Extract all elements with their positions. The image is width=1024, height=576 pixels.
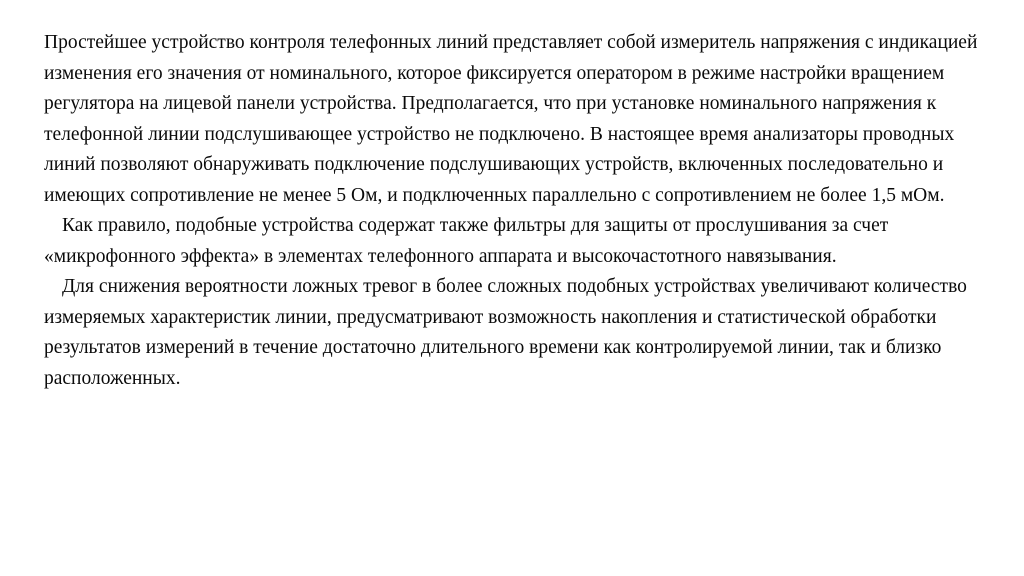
slide-body xyxy=(44,28,980,394)
paragraph-3: Для снижения вероятности ложных тревог в более сложных подобных устройствах увеличивают количество измеряемых характеристик линии, предусматривают возможность накопления и статистической обработки результатов измерений в течение достаточно длительного времени как контролируемой линии, так и близко расположенных. xyxy=(44,276,967,389)
paragraph-2: Как правило, подобные устройства содержат также фильтры для защиты от прослушивания за счет «микрофонного эффекта» в элементах телефонного аппарата и высокочастотного навязывания. xyxy=(44,215,889,267)
paragraph-1: Простейшее устройство контроля телефонных линий представляет собой измеритель напряжения с индикацией изменения его значения от номинального, которое фиксируется оператором в режиме настройки вращением регулятора на лицевой панели устройства. Предполагается, что при установке номинального напряжения к телефонной линии подслушивающее устройство не подключено. В настоящее время анализаторы проводных линий позволяют обнаруживать подключение подслушивающих устройств, включенных последовательно и имеющих сопротивление не менее 5 Ом, и подключенных параллельно с сопротивлением не более 1,5 мОм. xyxy=(44,32,978,206)
